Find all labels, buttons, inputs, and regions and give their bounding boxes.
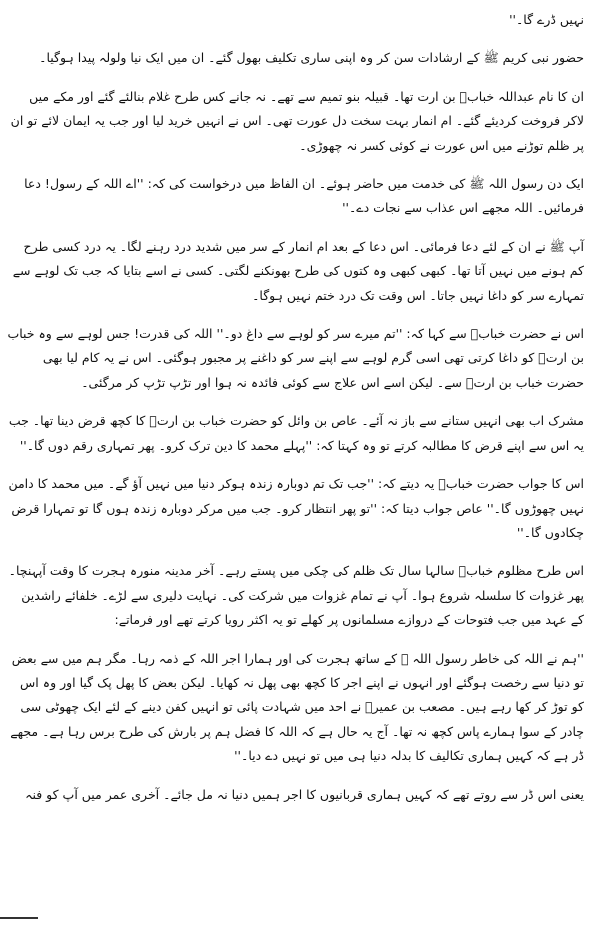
text-paragraph: حضور نبی کریم ﷺ کے ارشادات سن کر وہ اپنی ساری تکلیف بھول گئے۔ ان میں ایک نیا ولولہ پیدا ہوگیا۔ bbox=[39, 50, 584, 66]
text-paragraph: اس نے حضرت خبابؓ سے کہا کہ: ''تم میرے سر کو لوہے سے داغ دو۔'' اللہ کی قدرت! جس لوہے سے وہ خباب بن ارتؓ کو داغا کرتی تھی اسی گرم لوہے سے اپنے سر کو داغنے پر مجبور ہوگئی۔ اس نے یہ کام لیا بھی حضرت خباب بن ارتؓ سے۔ لیکن اسے اس علاج سے کوئی فائدہ نہ ہوا اور تڑپ تڑپ کر مرگئی۔ bbox=[7, 326, 584, 390]
text-paragraph: اس طرح مظلوم خبابؓ سالہا سال تک ظلم کی چکی میں پستے رہے۔ آخر مدینہ منورہ ہجرت کا وقت آپہنچا۔ پھر غزوات کا سلسلہ شروع ہوا۔ آپ نے تمام غزوات میں شرکت کی۔ نہایت دلیری سے لڑے۔ خلفائے راشدین کے عہد میں جب فتوحات کے دروازے مسلمانوں پر کھلے تو یہ اکثر رویا کرتے تھے اور فرماتے: bbox=[8, 563, 584, 628]
text-paragraph: آپ ﷺ نے ان کے لئے دعا فرمائی۔ اس دعا کے بعد ام انمار کے سر میں شدید درد رہنے لگا۔ یہ درد کسی طرح کم ہونے میں نہیں آتا تھا۔ کبھی کبھی وہ کتوں کی طرح بھونکنے لگتی۔ کسی نے اسے بتایا کہ جب تک لوہے سے تمہارے سر کو داغا نہیں جاتا۔ اس وقت تک درد ختم نہیں ہوگا۔ bbox=[12, 238, 584, 303]
text-paragraph: ایک دن رسول اللہ ﷺ کی خدمت میں حاضر ہوئے۔ ان الفاظ میں درخواست کی کہ: ''اے اللہ کے رسول! دعا فرمائیں۔ اللہ مجھے اس عذاب سے نجات دے۔'' bbox=[24, 176, 584, 216]
block-quote: ''ہم نے اللہ کی خاطر رسول اللہ ﷺ کے ساتھ ہجرت کی اور ہمارا اجر اللہ کے ذمہ رہا۔ مگر ہم میں سے بعض تو دنیا سے رخصت ہوگئے اور انہوں نے اپنے اجر کا کچھ بھی پھل نہ کھایا۔ لیکن بعض کا پھل پک گیا اور وہ اس کو توڑ کر کھا رہے ہیں۔ مصعب بن عمیرؓ نے احد میں شہادت پائی تو انہیں کفن دینے کے لئے ایک چھوٹی سی چادر کے سوا ہمارے پاس کچھ نہ تھا۔ آج یہ حال ہے کہ اللہ کا فضل ہم پر بارش کی طرح برس رہا ہے۔ مجھے ڈر ہے کہ کہیں ہماری تکالیف کا بدلہ دنیا ہی میں تو نہیں دے دیا۔'' bbox=[10, 650, 584, 764]
text-paragraph: نہیں ڈرے گا۔'' bbox=[509, 12, 584, 27]
text-paragraph: مشرک اب بھی انہیں ستانے سے باز نہ آئے۔ عاص بن وائل کو حضرت خباب بن ارتؓ کا کچھ قرض دینا تھا۔ جب یہ اس سے اپنے قرض کا مطالبہ کرتے تو وہ کہتا کہ: ''پہلے محمد کا دین ترک کرو۔ پھر تمہاری رقم دوں گا۔'' bbox=[8, 413, 584, 453]
text-paragraph: اس کا جواب حضرت خبابؓ یہ دیتے کہ: ''جب تک تم دوبارہ زندہ ہوکر دنیا میں نہیں آؤ گے۔ میں محمد کا دامن نہیں چھوڑوں گا۔'' عاص جواب دیتا کہ: ''تو پھر انتظار کرو۔ جب میں مرکر دوبارہ زندہ ہوں گا تو تمہارا قرض چکادوں گا۔'' bbox=[8, 476, 584, 540]
text-paragraph: یعنی اس ڈر سے روتے تھے کہ کہیں ہماری قربانیوں کا اجر ہمیں دنیا نہ مل جائے۔ آخری عمر میں آپ کو فنہ bbox=[25, 786, 584, 802]
text-paragraph: ان کا نام عبداللہ خبابؓ بن ارت تھا۔ قبیلہ بنو تمیم سے تھے۔ نہ جانے کس طرح غلام بنالئے گئے اور مکے میں لاکر فروخت کردیئے گئے۔ ام انمار بہت سخت دل عورت تھی۔ اس نے انہیں خرید لیا اور جب یہ ایمان لائے تو ان پر ظلم توڑنے میں اس عورت نے کوئی کسر نہ چھوڑی۔ bbox=[10, 88, 584, 153]
page-end-rule bbox=[0, 917, 38, 919]
